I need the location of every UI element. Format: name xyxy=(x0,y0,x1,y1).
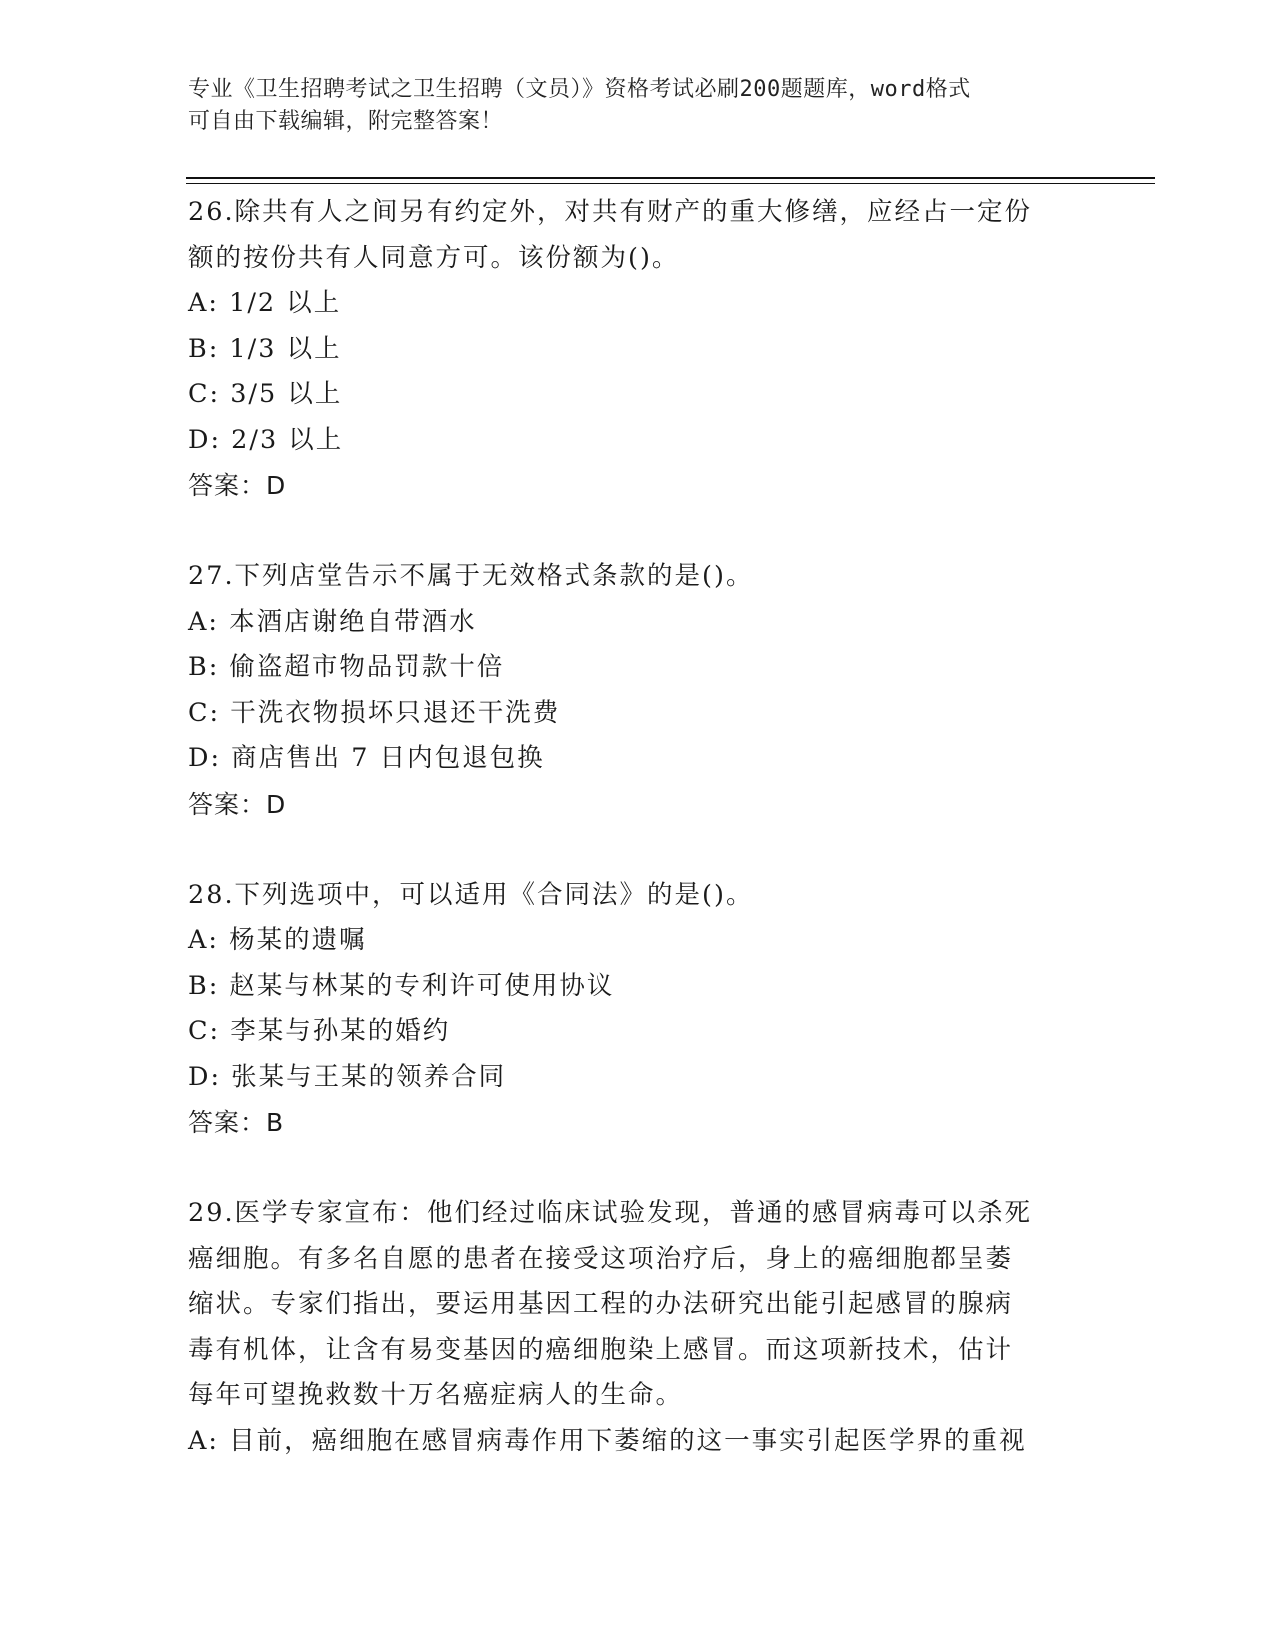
header-divider-thin xyxy=(186,183,1155,184)
question-stem-line: 26.除共有人之间另有约定外，对共有财产的重大修缮，应经占一定份 xyxy=(188,197,1033,227)
option-a: A: 本酒店谢绝自带酒水 xyxy=(188,606,477,637)
question-spacer xyxy=(188,1146,1088,1192)
header-divider-thick xyxy=(186,177,1155,179)
option-d: D: 2/3 以上 xyxy=(188,424,344,455)
option-c: C: 3/5 以上 xyxy=(188,379,343,409)
question-stem-line: 每年可望挽救数十万名癌症病人的生命。 xyxy=(188,1380,684,1410)
option-a: A: 杨某的遗嘱 xyxy=(188,925,367,955)
option-b: B: 偷盗超市物品罚款十倍 xyxy=(188,652,505,682)
option-b: B: 1/3 以上 xyxy=(188,333,342,364)
question-27 xyxy=(188,554,1088,827)
question-spacer xyxy=(188,827,1088,873)
option-d: D: 张某与王某的领养合同 xyxy=(188,1061,507,1092)
question-29 xyxy=(188,1191,1088,1464)
answer-line: 答案：D xyxy=(188,789,287,819)
header-line-1: 专业《卫生招聘考试之卫生招聘（文员）》资格考试必刷200题题库，word格式 xyxy=(188,77,971,102)
answer-line: 答案：D xyxy=(188,471,287,500)
question-stem-line: 29.医学专家宣布：他们经过临床试验发现，普通的感冒病毒可以杀死 xyxy=(188,1198,1033,1228)
question-stem-line: 缩状。专家们指出，要运用基因工程的办法研究出能引起感冒的腺病 xyxy=(188,1289,1014,1319)
question-28 xyxy=(188,873,1088,1146)
question-spacer xyxy=(188,509,1088,555)
option-b: B: 赵某与林某的专利许可使用协议 xyxy=(188,970,615,1001)
question-stem-line: 毒有机体，让含有易变基因的癌细胞染上感冒。而这项新技术，估计 xyxy=(188,1334,1014,1365)
answer-line: 答案：B xyxy=(188,1108,285,1137)
option-a: A: 1/2 以上 xyxy=(188,288,342,318)
question-stem-line: 28.下列选项中，可以适用《合同法》的是()。 xyxy=(188,879,754,910)
question-list xyxy=(188,190,1088,1464)
document-header xyxy=(188,74,1068,138)
option-c: C: 干洗衣物损坏只退还干洗费 xyxy=(188,697,561,728)
question-stem-line: 癌细胞。有多名自愿的患者在接受这项治疗后，身上的癌细胞都呈萎 xyxy=(188,1243,1014,1274)
header-line-2: 可自由下载编辑，附完整答案！ xyxy=(188,109,504,134)
question-stem-line: 27.下列店堂告示不属于无效格式条款的是()。 xyxy=(188,561,754,591)
question-26 xyxy=(188,190,1088,509)
option-d: D: 商店售出 7 日内包退包换 xyxy=(188,743,545,773)
question-stem-line: 额的按份共有人同意方可。该份额为()。 xyxy=(188,242,680,273)
option-c: C: 李某与孙某的婚约 xyxy=(188,1016,451,1046)
option-a: A: 目前，癌细胞在感冒病毒作用下萎缩的这一事实引起医学界的重视 xyxy=(188,1425,1027,1456)
